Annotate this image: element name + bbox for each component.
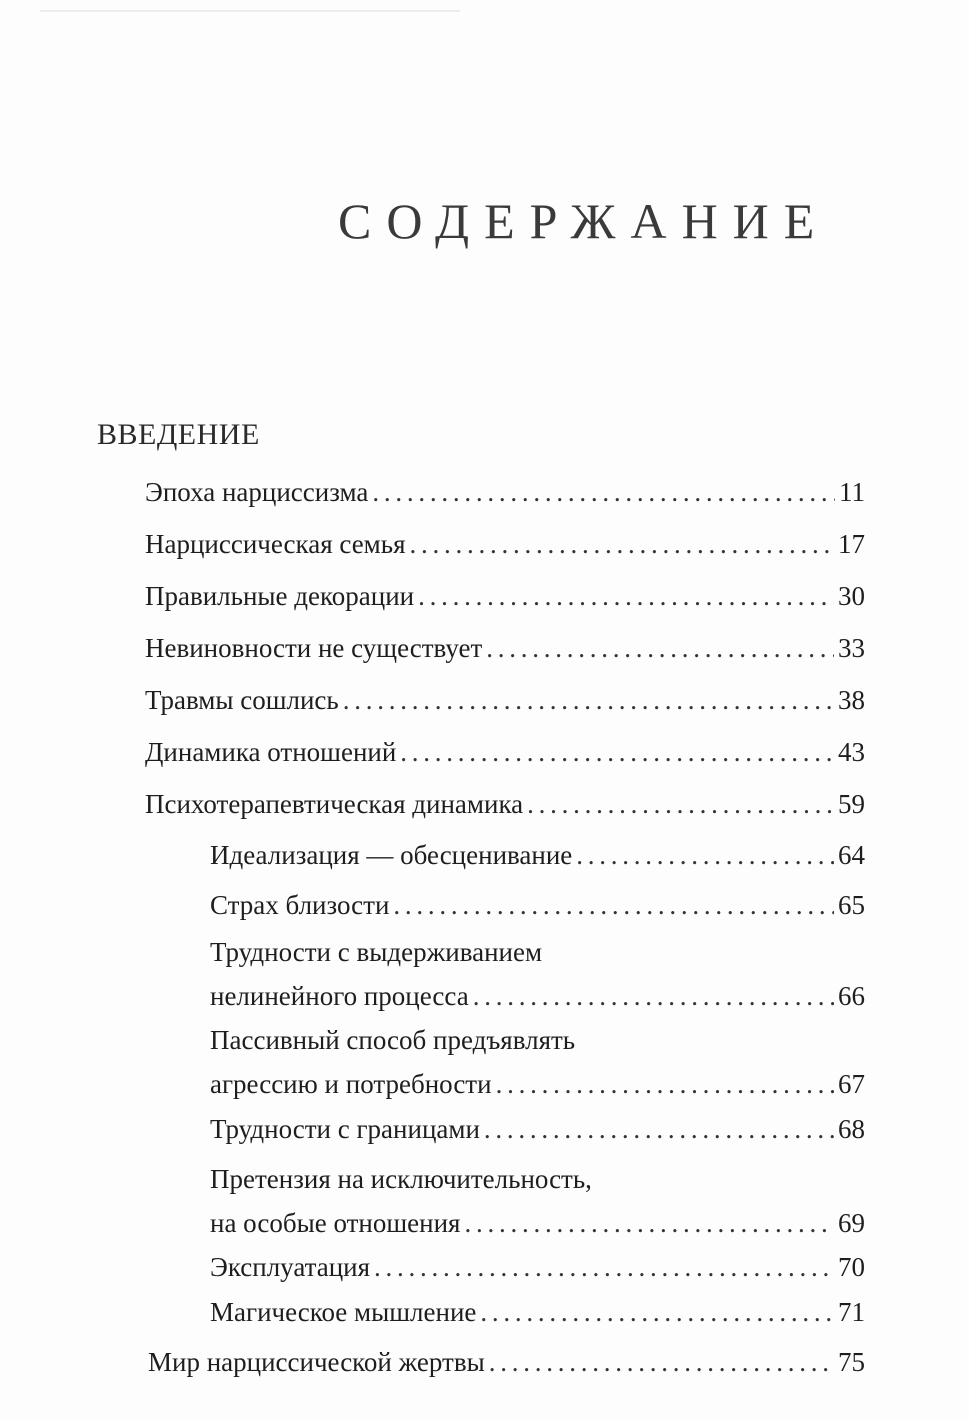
dot-leader (484, 1107, 834, 1151)
toc-entry-title: на особые отношения (210, 1208, 461, 1238)
toc-subentry[interactable] (210, 1018, 865, 1106)
toc-entry[interactable] (148, 1340, 865, 1384)
toc-subentry[interactable] (210, 1290, 865, 1334)
toc-subentry[interactable] (210, 1245, 865, 1289)
toc-page-number: 59 (838, 789, 865, 819)
dot-leader (489, 1340, 834, 1384)
toc-entry[interactable] (145, 626, 865, 670)
toc-entry[interactable] (145, 522, 865, 566)
dot-leader (473, 974, 834, 1018)
toc-entry-title: Идеализация — обесценивание (210, 840, 573, 870)
toc-entry-title-line1: Трудности с выдерживанием (210, 937, 543, 967)
toc-subentry[interactable] (210, 1107, 865, 1151)
toc-page-number: 71 (838, 1297, 865, 1327)
toc-entry[interactable] (145, 730, 865, 774)
dot-leader (464, 1201, 834, 1245)
toc-entry-title: Эксплуатация (210, 1252, 371, 1282)
toc-page-number: 65 (838, 890, 865, 920)
toc-page-number: 30 (838, 581, 865, 611)
dot-leader (410, 522, 835, 566)
toc-entry-title: Магическое мышление (210, 1297, 477, 1327)
toc-entry[interactable] (145, 470, 865, 514)
toc-page-number: 75 (838, 1347, 865, 1377)
toc-entry-title: нелинейного процесса (210, 981, 469, 1011)
dot-leader (496, 1062, 834, 1106)
dot-leader (527, 782, 834, 826)
toc-entry-title: Страх близости (210, 890, 390, 920)
dot-leader (393, 883, 834, 927)
toc-subentry[interactable] (210, 1157, 865, 1245)
dot-leader (486, 626, 834, 670)
toc-page-number: 43 (838, 737, 865, 767)
toc-entry-title: Психотерапевтическая динамика (145, 789, 524, 819)
dot-leader (418, 574, 834, 618)
toc-page-number: 17 (838, 529, 865, 559)
toc-page-number: 68 (838, 1114, 865, 1144)
toc-page-number: 69 (838, 1208, 865, 1238)
page-title: СОДЕРЖАНИЕ (338, 192, 830, 249)
toc-page-number: 67 (838, 1069, 865, 1099)
toc-subentry[interactable] (210, 883, 865, 927)
toc-entry-title: Мир нарциссической жертвы (148, 1347, 485, 1377)
toc-entry-title: Нарциссическая семья (145, 529, 406, 559)
toc-entry-title: Невиновности не существует (145, 633, 483, 663)
dot-leader (576, 833, 834, 877)
toc-page-number: 66 (838, 981, 865, 1011)
dot-leader (372, 470, 835, 514)
dot-leader (480, 1290, 834, 1334)
toc-page-number: 38 (838, 685, 865, 715)
toc-entry[interactable] (145, 678, 865, 722)
toc-entry-title: Эпоха нарциссизма (145, 477, 369, 507)
dot-leader (400, 730, 834, 774)
dot-leader (374, 1245, 834, 1289)
section-heading: ВВЕДЕНИЕ (97, 418, 260, 451)
toc-entry-title-line1: Пассивный способ предъявлять (210, 1025, 576, 1055)
toc-entry[interactable] (145, 782, 865, 826)
dot-leader (343, 678, 834, 722)
toc-entry-title-line1: Претензия на исключительность, (210, 1164, 592, 1194)
toc-entry-title: Правильные декорации (145, 581, 415, 611)
toc-entry-title: Трудности с границами (210, 1114, 480, 1144)
page-edge-line (40, 10, 460, 12)
toc-entry-title: Травмы сошлись (145, 685, 339, 715)
toc-entry-title: агрессию и потребности (210, 1069, 492, 1099)
toc-page-number: 11 (839, 477, 865, 507)
toc-page-number: 33 (838, 633, 865, 663)
toc-page-number: 64 (838, 840, 865, 870)
toc-page-number: 70 (838, 1252, 865, 1282)
toc-entry-title: Динамика отношений (145, 737, 397, 767)
toc-subentry[interactable] (210, 930, 865, 1018)
toc-subentry[interactable] (210, 833, 865, 877)
toc-entry[interactable] (145, 574, 865, 618)
